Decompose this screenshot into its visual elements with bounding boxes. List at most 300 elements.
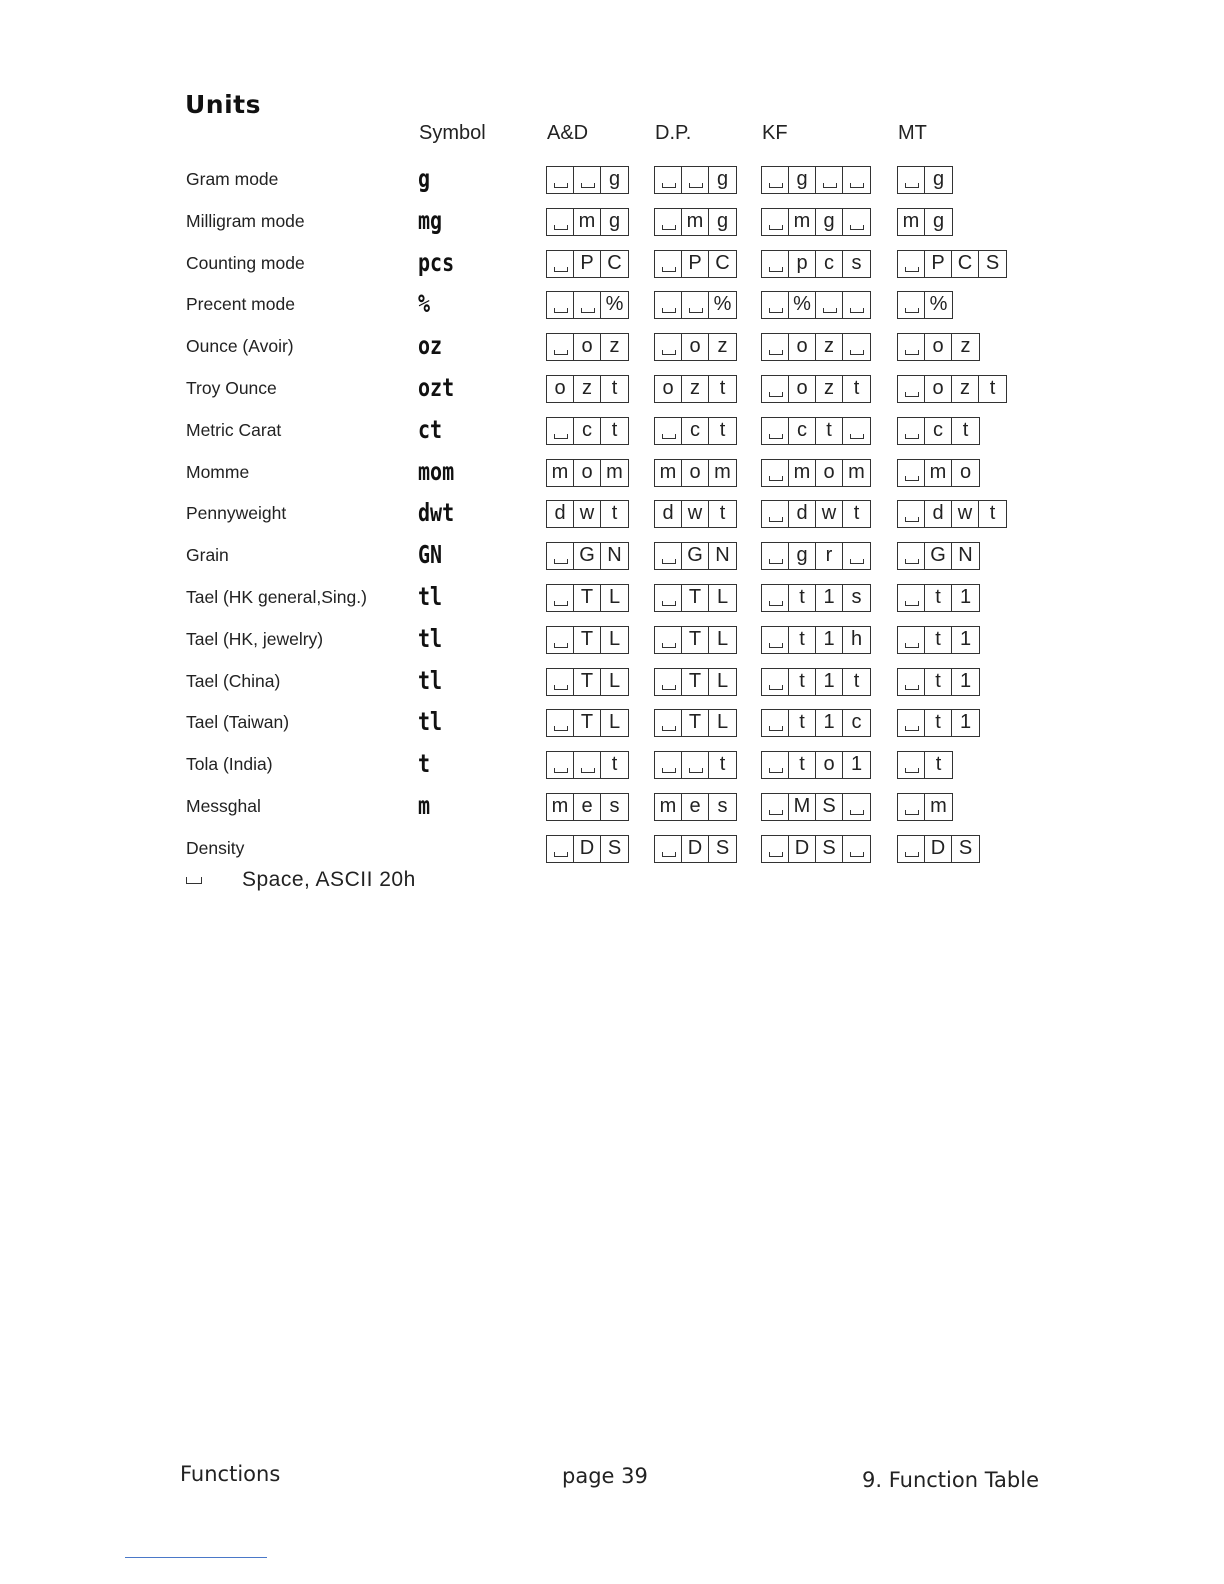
unit-symbol: t	[418, 748, 431, 778]
display-dp	[654, 751, 737, 779]
space-cell	[547, 585, 574, 611]
unit-symbol: pcs	[418, 247, 455, 277]
display-ad	[546, 333, 629, 361]
char-cell: S	[607, 837, 622, 859]
display-ad	[546, 417, 629, 445]
display-ad	[546, 291, 629, 319]
char-cell: o	[816, 460, 843, 486]
unit-label: Tael (China)	[186, 671, 281, 691]
char-cell: o	[789, 376, 816, 402]
char-cell: c	[789, 418, 816, 444]
char-cell: t	[853, 502, 860, 524]
char-cell: h	[850, 628, 863, 650]
char-cell: o	[574, 334, 601, 360]
space-cell	[843, 836, 870, 862]
space-cell	[762, 418, 789, 444]
char-cell: t	[611, 377, 618, 399]
char-cell: P	[682, 251, 709, 277]
header-symbol: Symbol	[419, 122, 486, 144]
char-cell: t	[816, 418, 843, 444]
display-kf	[761, 542, 871, 570]
header-dp: D.P.	[655, 122, 692, 144]
char-cell: t	[611, 419, 618, 441]
display-ad	[546, 584, 629, 612]
char-cell: 1	[816, 627, 843, 653]
display-kf	[761, 250, 871, 278]
header-kf: KF	[762, 122, 788, 144]
space-cell	[898, 334, 925, 360]
display-kf	[761, 500, 871, 528]
display-ad	[546, 459, 629, 487]
space-cell	[762, 334, 789, 360]
unit-symbol: mg	[418, 205, 443, 235]
unit-label: Metric Carat	[186, 420, 282, 440]
char-cell: S	[816, 836, 843, 862]
display-kf	[761, 835, 871, 863]
char-cell: m	[789, 209, 816, 235]
char-cell: o	[816, 752, 843, 778]
char-cell: m	[547, 460, 574, 486]
char-cell: C	[952, 251, 979, 277]
display-mt	[897, 208, 953, 236]
display-dp	[654, 542, 737, 570]
display-mt	[897, 166, 953, 194]
unit-label: Tael (HK general,Sing.)	[186, 587, 367, 607]
display-dp	[654, 584, 737, 612]
char-cell: t	[789, 627, 816, 653]
char-cell: d	[655, 501, 682, 527]
char-cell: t	[789, 710, 816, 736]
space-cell	[898, 543, 925, 569]
char-cell: w	[952, 501, 979, 527]
display-dp	[654, 459, 737, 487]
space-cell	[898, 292, 925, 318]
display-mt	[897, 291, 953, 319]
char-cell: P	[925, 251, 952, 277]
unit-symbol: mom	[418, 456, 455, 486]
char-cell: t	[789, 669, 816, 695]
footer-page-number: page 39	[562, 1464, 648, 1488]
char-cell: o	[655, 376, 682, 402]
char-cell: 1	[816, 710, 843, 736]
page-title: Units	[185, 90, 261, 119]
char-cell: T	[574, 585, 601, 611]
unit-symbol: g	[418, 163, 431, 193]
unit-label: Counting mode	[186, 253, 305, 273]
display-mt	[897, 751, 953, 779]
char-cell: z	[609, 335, 620, 357]
char-cell: g	[816, 209, 843, 235]
unit-symbol: GN	[418, 539, 443, 569]
char-cell: r	[816, 543, 843, 569]
display-mt	[897, 709, 980, 737]
header-ad: A&D	[547, 122, 589, 144]
char-cell: s	[851, 586, 862, 608]
space-cell	[898, 836, 925, 862]
char-cell: m	[547, 794, 574, 820]
display-kf	[761, 291, 871, 319]
char-cell: t	[962, 419, 969, 441]
char-cell: %	[929, 293, 948, 315]
display-mt	[897, 459, 980, 487]
display-kf	[761, 333, 871, 361]
char-cell: o	[959, 461, 972, 483]
space-cell	[898, 460, 925, 486]
space-cell	[843, 167, 870, 193]
unit-label: Messghal	[186, 796, 261, 816]
char-cell: t	[925, 669, 952, 695]
char-cell: g	[789, 543, 816, 569]
display-dp	[654, 709, 737, 737]
display-ad	[546, 250, 629, 278]
char-cell: L	[608, 711, 621, 733]
char-cell: w	[682, 501, 709, 527]
legend-text: Space, ASCII 20h	[242, 868, 416, 891]
space-cell	[762, 251, 789, 277]
char-cell: L	[716, 711, 729, 733]
char-cell: 1	[850, 753, 863, 775]
space-cell	[547, 710, 574, 736]
space-cell	[762, 794, 789, 820]
char-cell: o	[682, 460, 709, 486]
footer-section: Functions	[180, 1462, 281, 1486]
char-cell: t	[611, 502, 618, 524]
space-cell	[762, 209, 789, 235]
char-cell: 1	[959, 628, 972, 650]
space-cell	[547, 543, 574, 569]
space-cell	[843, 209, 870, 235]
char-cell: L	[608, 670, 621, 692]
space-cell	[898, 376, 925, 402]
display-dp	[654, 793, 737, 821]
char-cell: c	[682, 418, 709, 444]
unit-symbol: m	[418, 790, 431, 820]
char-cell: T	[574, 627, 601, 653]
space-cell	[898, 752, 925, 778]
char-cell: L	[608, 628, 621, 650]
space-cell	[547, 251, 574, 277]
char-cell: 1	[816, 669, 843, 695]
space-cell	[762, 627, 789, 653]
char-cell: o	[789, 334, 816, 360]
space-cell	[762, 752, 789, 778]
char-cell: e	[574, 794, 601, 820]
unit-symbol: tl	[418, 623, 443, 653]
char-cell: m	[655, 794, 682, 820]
char-cell: D	[789, 836, 816, 862]
display-kf	[761, 375, 871, 403]
display-kf	[761, 166, 871, 194]
space-cell	[547, 752, 574, 778]
space-cell	[547, 167, 574, 193]
space-cell	[655, 627, 682, 653]
char-cell: S	[985, 252, 1000, 274]
char-cell: T	[682, 627, 709, 653]
space-cell	[762, 167, 789, 193]
char-cell: d	[547, 501, 574, 527]
char-cell: t	[719, 377, 726, 399]
char-cell: m	[789, 460, 816, 486]
space-cell	[547, 334, 574, 360]
display-kf	[761, 751, 871, 779]
char-cell: z	[682, 376, 709, 402]
char-cell: g	[716, 168, 729, 190]
display-ad	[546, 709, 629, 737]
display-dp	[654, 500, 737, 528]
char-cell: 1	[959, 586, 972, 608]
space-cell	[574, 167, 601, 193]
unit-symbol: ozt	[418, 372, 455, 402]
display-ad	[546, 166, 629, 194]
char-cell: T	[574, 710, 601, 736]
display-ad	[546, 375, 629, 403]
char-cell: g	[932, 210, 945, 232]
space-cell	[816, 292, 843, 318]
display-ad	[546, 500, 629, 528]
char-cell: t	[719, 502, 726, 524]
divider	[125, 1557, 267, 1558]
space-cell	[655, 334, 682, 360]
char-cell: m	[606, 461, 623, 483]
footer-chapter: 9. Function Table	[862, 1468, 1040, 1492]
char-cell: e	[682, 794, 709, 820]
unit-symbol: ct	[418, 414, 443, 444]
display-mt	[897, 500, 1007, 528]
header-mt: MT	[898, 122, 927, 144]
char-cell: 1	[816, 585, 843, 611]
char-cell: c	[816, 251, 843, 277]
char-cell: s	[851, 252, 862, 274]
char-cell: t	[789, 752, 816, 778]
char-cell: D	[682, 836, 709, 862]
space-cell	[843, 543, 870, 569]
space-cell	[655, 752, 682, 778]
char-cell: %	[789, 292, 816, 318]
display-mt	[897, 542, 980, 570]
char-cell: m	[930, 795, 947, 817]
char-cell: t	[611, 753, 618, 775]
char-cell: T	[682, 710, 709, 736]
char-cell: t	[719, 753, 726, 775]
char-cell: P	[574, 251, 601, 277]
display-mt	[897, 835, 980, 863]
char-cell: o	[682, 334, 709, 360]
display-ad	[546, 626, 629, 654]
char-cell: S	[958, 837, 973, 859]
space-cell	[655, 836, 682, 862]
display-mt	[897, 668, 980, 696]
unit-symbol: oz	[418, 330, 443, 360]
char-cell: S	[816, 794, 843, 820]
char-cell: t	[853, 377, 860, 399]
char-cell: G	[925, 543, 952, 569]
space-cell	[655, 669, 682, 695]
char-cell: g	[716, 210, 729, 232]
char-cell: D	[925, 836, 952, 862]
display-kf	[761, 626, 871, 654]
char-cell: z	[574, 376, 601, 402]
char-cell: G	[574, 543, 601, 569]
unit-label: Precent mode	[186, 294, 295, 314]
char-cell: c	[925, 418, 952, 444]
char-cell: o	[925, 334, 952, 360]
char-cell: t	[853, 670, 860, 692]
space-cell	[655, 710, 682, 736]
char-cell: m	[898, 209, 925, 235]
display-mt	[897, 793, 953, 821]
unit-label: Pennyweight	[186, 503, 287, 523]
display-dp	[654, 668, 737, 696]
display-kf	[761, 417, 871, 445]
space-cell	[898, 627, 925, 653]
space-cell	[762, 292, 789, 318]
char-cell: m	[714, 461, 731, 483]
char-cell: L	[716, 586, 729, 608]
display-mt	[897, 375, 1007, 403]
space-cell	[762, 585, 789, 611]
char-cell: t	[925, 627, 952, 653]
space-cell	[547, 209, 574, 235]
space-cell	[655, 167, 682, 193]
char-cell: m	[925, 460, 952, 486]
space-cell	[547, 292, 574, 318]
unit-label: Ounce (Avoir)	[186, 336, 294, 356]
space-cell	[547, 669, 574, 695]
display-dp	[654, 375, 737, 403]
display-dp	[654, 250, 737, 278]
space-cell	[655, 209, 682, 235]
unit-label: Troy Ounce	[186, 378, 277, 398]
display-dp	[654, 333, 737, 361]
display-kf	[761, 668, 871, 696]
char-cell: t	[989, 377, 996, 399]
space-cell	[843, 418, 870, 444]
unit-label: Momme	[186, 462, 250, 482]
display-mt	[897, 626, 980, 654]
unit-symbol: dwt	[418, 497, 455, 527]
char-cell: 1	[959, 711, 972, 733]
space-symbol-icon	[186, 877, 202, 884]
unit-label: Tael (HK, jewelry)	[186, 629, 324, 649]
space-cell	[762, 376, 789, 402]
space-cell	[898, 710, 925, 736]
space-cell	[816, 167, 843, 193]
display-mt	[897, 333, 980, 361]
char-cell: %	[713, 293, 732, 315]
char-cell: s	[717, 795, 728, 817]
char-cell: s	[609, 795, 620, 817]
display-ad	[546, 542, 629, 570]
unit-label: Milligram mode	[186, 211, 305, 231]
space-cell	[898, 251, 925, 277]
display-dp	[654, 166, 737, 194]
space-cell	[547, 836, 574, 862]
char-cell: o	[925, 376, 952, 402]
char-cell: L	[608, 586, 621, 608]
char-cell: S	[715, 837, 730, 859]
char-cell: c	[574, 418, 601, 444]
char-cell: t	[925, 585, 952, 611]
char-cell: C	[715, 252, 730, 274]
char-cell: w	[574, 501, 601, 527]
char-cell: c	[851, 711, 862, 733]
space-cell	[547, 627, 574, 653]
space-cell	[898, 501, 925, 527]
display-dp	[654, 417, 737, 445]
display-ad	[546, 668, 629, 696]
char-cell: N	[715, 544, 730, 566]
space-cell	[682, 167, 709, 193]
char-cell: z	[816, 376, 843, 402]
display-kf	[761, 793, 871, 821]
char-cell: M	[789, 794, 816, 820]
unit-symbol: tl	[418, 706, 443, 736]
space-cell	[655, 418, 682, 444]
display-ad	[546, 751, 629, 779]
space-cell	[762, 669, 789, 695]
char-cell: L	[716, 670, 729, 692]
char-cell: g	[789, 167, 816, 193]
char-cell: g	[608, 168, 621, 190]
unit-label: Grain	[186, 545, 229, 565]
space-cell	[762, 501, 789, 527]
display-kf	[761, 709, 871, 737]
unit-symbol: %	[418, 288, 431, 318]
space-cell	[655, 543, 682, 569]
char-cell: o	[574, 460, 601, 486]
space-cell	[898, 794, 925, 820]
char-cell: g	[608, 210, 621, 232]
display-mt	[897, 584, 980, 612]
char-cell: m	[682, 209, 709, 235]
char-cell: o	[547, 376, 574, 402]
char-cell: C	[607, 252, 622, 274]
space-cell	[843, 794, 870, 820]
display-dp	[654, 208, 737, 236]
space-cell	[574, 292, 601, 318]
space-cell	[762, 836, 789, 862]
space-cell	[682, 752, 709, 778]
space-cell	[655, 292, 682, 318]
unit-label: Gram mode	[186, 169, 279, 189]
unit-label: Density	[186, 838, 245, 858]
char-cell: T	[574, 669, 601, 695]
char-cell: p	[789, 251, 816, 277]
char-cell: G	[682, 543, 709, 569]
char-cell: N	[958, 544, 973, 566]
char-cell: t	[925, 710, 952, 736]
char-cell: m	[574, 209, 601, 235]
display-ad	[546, 793, 629, 821]
space-cell	[547, 418, 574, 444]
space-cell	[762, 710, 789, 736]
unit-label: Tola (India)	[186, 754, 273, 774]
char-cell: z	[952, 376, 979, 402]
char-cell: m	[655, 460, 682, 486]
space-cell	[655, 585, 682, 611]
space-cell	[898, 418, 925, 444]
char-cell: T	[682, 669, 709, 695]
char-cell: t	[719, 419, 726, 441]
space-cell	[843, 334, 870, 360]
char-cell: L	[716, 628, 729, 650]
display-kf	[761, 208, 871, 236]
char-cell: d	[789, 501, 816, 527]
display-dp	[654, 626, 737, 654]
char-cell: D	[574, 836, 601, 862]
char-cell: z	[717, 335, 728, 357]
space-cell	[898, 585, 925, 611]
